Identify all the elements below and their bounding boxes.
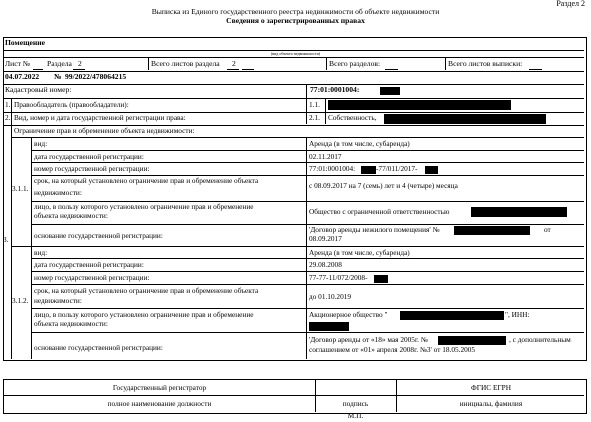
enc-kind-value: Аренда (в том числе, субаренда) [309, 139, 410, 148]
blank [227, 69, 239, 70]
redaction [380, 87, 400, 95]
enc-term-value: с 08.09.2017 на 7 (семь) лет и 4 (четыре) месяца [309, 181, 458, 190]
divider [31, 258, 584, 259]
column-divider [31, 138, 32, 359]
row-subnumber: 1.1. [309, 100, 320, 109]
signature-caption: подпись [342, 399, 369, 408]
cell-divider [306, 85, 307, 98]
position-caption: полное наименование должности [107, 399, 212, 408]
enc-date-label: дата государственной регистрации: [34, 260, 144, 269]
encumbrance-number: 3.1.1. [12, 184, 29, 193]
enc-kind-label: вид: [34, 248, 48, 257]
right-type-value: Собственность, [328, 113, 377, 122]
registrar-label: Государственный регистратор [112, 383, 207, 392]
divider [31, 271, 584, 272]
encumbrance-label: Ограничение прав и обременение объекта недвижимости: [14, 126, 195, 135]
column-divider [11, 99, 12, 359]
enc-term-value: до 01.10.2019 [309, 292, 352, 301]
divider [31, 150, 584, 151]
divider [31, 284, 584, 285]
enc-date-label: дата государственной регистрации: [34, 152, 144, 161]
enc-person-label: лицо, в пользу которого установлено ограничение прав и обременение [34, 310, 254, 319]
blank [73, 69, 85, 70]
enc-person-value: Общество с ограниченной ответственностью [309, 207, 450, 216]
divider [4, 84, 584, 85]
object-type: Помещение [5, 38, 46, 47]
enc-number-suffix: -77/011/2017- [376, 164, 418, 173]
total-section-sheets-value: 2 [232, 59, 236, 68]
cell-divider [445, 58, 446, 70]
divider [31, 162, 584, 163]
divider [31, 332, 584, 333]
document-title: Выписка из Единого государственного реестра недвижимости об объекте недвижимости [151, 7, 440, 16]
blank [529, 69, 542, 70]
column-divider [306, 138, 307, 359]
enc-term-label-cont: недвижимости: [34, 296, 82, 305]
enc-date-value: 02.11.2017 [309, 152, 342, 161]
cadastral-label: Кадастровый номер: [5, 85, 72, 94]
blank [385, 69, 398, 70]
divider [4, 57, 584, 58]
stamp-label: М.П. [347, 411, 364, 420]
enc-basis-label: основание государственной регистрации: [34, 231, 163, 240]
enc-number-value: 77-77-11/072/2008- [309, 273, 368, 282]
enc-basis-label: основание государственной регистрации: [34, 343, 163, 352]
extract-date: 04.07.2022 [5, 72, 40, 81]
divider [31, 224, 584, 225]
object-type-caption: (вид объекта недвижимости) [270, 51, 321, 56]
system-name: ФГИС ЕГРН [471, 383, 511, 392]
enc-person-label: лицо, в пользу которого установлено ограничение прав и обременение [34, 202, 254, 211]
enc-person-label-cont: объекта недвижимости: [34, 319, 108, 328]
document-subtitle: Сведения о зарегистрированных правах [226, 16, 365, 25]
cadastral-number: 77:01:0001004: [310, 85, 360, 94]
redaction [361, 166, 376, 174]
cell-divider [148, 58, 149, 70]
redaction [309, 322, 349, 331]
total-sections-label: Всего разделов: [329, 59, 381, 68]
row-number: 3. [3, 235, 9, 244]
right-type-label: Вид, номер и дата государственной регистрации права: [14, 113, 186, 122]
encumbrance-number: 3.1.2. [12, 296, 29, 305]
initials-caption: инициалы, фамилия [459, 399, 523, 408]
row-number: 1. [5, 100, 11, 109]
divider [11, 246, 584, 247]
section-label: Раздела [47, 59, 72, 68]
enc-basis-cont: , с дополнительным [509, 335, 571, 344]
enc-number-value: 77:01:0001004: [309, 164, 356, 173]
total-section-sheets-label: Всего листов раздела [151, 59, 220, 68]
redaction [438, 336, 506, 345]
sheet-label: Лист № [5, 59, 31, 68]
enc-term-label: срок, на который установлено ограничение прав и обременение объекта [34, 286, 259, 295]
enc-term-label: срок, на который установлено ограничение прав и обременение объекта [34, 176, 259, 185]
redaction [400, 311, 504, 320]
divider [4, 98, 584, 99]
redaction [328, 100, 511, 110]
row-subnumber: 2.1. [309, 113, 320, 122]
enc-kind-value: Аренда (в том числе, субаренда) [309, 248, 410, 257]
extract-number: 99/2022/478064215 [65, 72, 127, 81]
enc-basis-from: от [544, 225, 551, 234]
section-value: 2 [78, 59, 82, 68]
redaction [374, 275, 388, 283]
right-holder-label: Правообладатель (правообладатели): [14, 100, 129, 109]
blank [242, 69, 254, 70]
enc-number-label: номер государственной регистрации: [34, 164, 150, 173]
extract-number-label: № [54, 72, 62, 81]
enc-basis-date: 08.09.2017 [309, 234, 342, 243]
redaction [454, 226, 530, 235]
enc-basis-end: соглашением от «01» апреля 2008г. №3' от 18.05.2005 [309, 345, 476, 354]
enc-basis-value: 'Договор аренды нежилого помещения' № [309, 225, 440, 234]
enc-person-value: Акционерное общество " [309, 310, 388, 319]
redaction [384, 114, 546, 124]
divider [4, 395, 584, 396]
row-number: 2. [5, 113, 11, 122]
divider [31, 308, 584, 309]
divider [11, 137, 584, 138]
enc-term-label-cont: недвижимости: [34, 188, 82, 197]
enc-person-inn: ", ИНН: [505, 310, 530, 319]
redaction [425, 166, 438, 174]
enc-number-label: номер государственной регистрации: [34, 273, 150, 282]
redaction [471, 207, 567, 217]
enc-date-value: 29.08.2008 [309, 260, 342, 269]
total-sheets-label: Всего листов выписки: [448, 59, 523, 68]
enc-person-label-cont: объекта недвижимости: [34, 211, 108, 220]
section-number: Раздел 2 [556, 0, 585, 8]
cell-divider [326, 58, 327, 70]
blank [33, 69, 43, 70]
enc-basis-value: 'Договор аренды от «18» мая 2005г. № [309, 335, 428, 344]
enc-kind-label: вид: [34, 139, 48, 148]
